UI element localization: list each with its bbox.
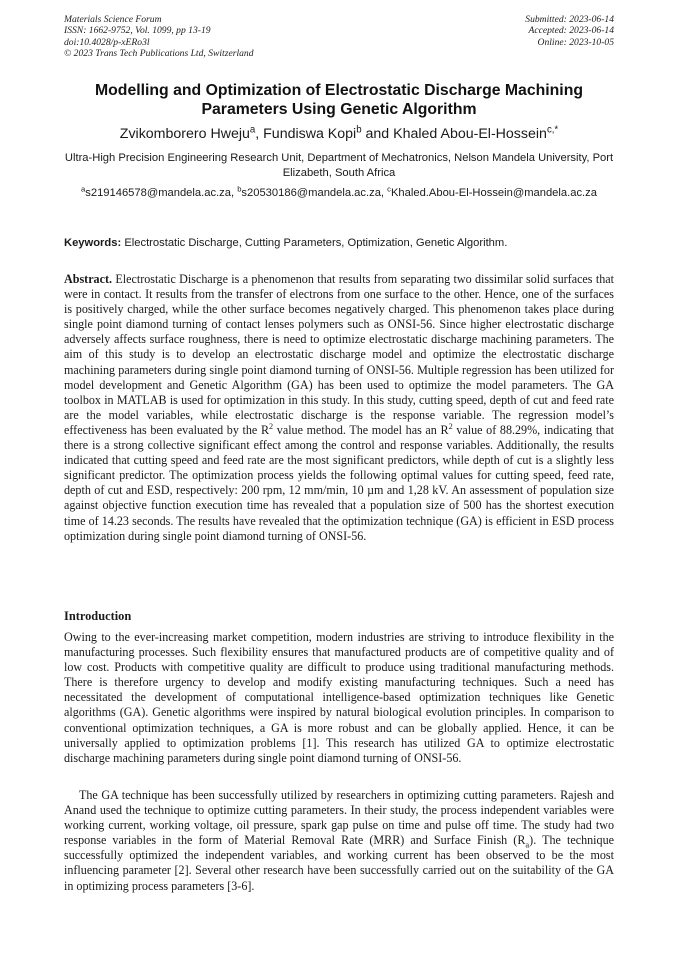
author-separator: and (361, 126, 394, 142)
author-name: Khaled Abou-El-Hossein (393, 126, 547, 142)
author-name: Fundiswa Kopi (263, 126, 357, 142)
date-accepted: Accepted: 2023-06-14 (528, 25, 614, 37)
email-mark: c (387, 184, 391, 194)
email-separator: , (230, 187, 238, 199)
author-separator: , (255, 126, 264, 142)
date-online: Online: 2023-10-05 (537, 36, 614, 48)
author-affil-mark: b (356, 124, 362, 136)
paper-title: Modelling and Optimization of Electrostatic Discharge Machining Parameters Using Genetic Algorithm (95, 82, 583, 118)
abstract-text: Electrostatic Discharge is a phenomenon that results from separating two dissimilar solid surfaces that were in contact. It results from the transfer of electrons from one surface to the other. Hence, one of the surfaces is positively charged, while the other surface becomes negatively charged. This phenomenon takes place during single point diamond turning of contact lenses polymers such as ONSI-56. Since higher electrostatic discharge adversely affects surface roughness, there is need to optimize electrostatic discharge machining parameters. The aim of this study is to develop an electrostatic discharge model and optimize the electrostatic discharge machining parameters during single point diamond turning of ONSI-56. Multiple regression has been utilized for model development and Genetic Algorithm (GA) has been used to optimize the model parameters. The GA toolbox in MATLAB is used for optimization in this study. In this study, cutting speed, depth of cut and feed rate are the model variables, while electrostatic discharge is the response variable. The regression model’s effectiveness has been evaluated by the R (64, 272, 614, 437)
date-submitted: Submitted: 2023-06-14 (525, 14, 614, 25)
abstract-text: value method. The model has an R (273, 422, 449, 437)
author-email[interactable]: s20530186@mandela.ac.za (241, 187, 381, 199)
subscript: a (525, 839, 530, 850)
journal-doi: doi:10.4028/p-xERo3l (64, 36, 150, 48)
author-name: Zvikomborero Hweju (119, 126, 250, 142)
intro-paragraph-2 (64, 788, 614, 894)
superscript: 2 (448, 421, 453, 431)
section-heading-introduction: Introduction (64, 609, 132, 623)
author-affil-mark: c,* (546, 124, 559, 136)
author-emails (64, 186, 614, 201)
intro-paragraph-1: Owing to the ever-increasing market competition, modern industries are striving to introduce flexibility in the manufacturing processes. Such flexibility ensures that manufactured products are of competitive quality and of low cost. Products with competitive quality are difficult to produce using traditional manufacturing methods. There is therefore urgency to develop and modify existing manufacturing techniques. Such a need has necessitated the development of computational intelligence-based optimization techniques like Genetic algorithms (GA). Genetic algorithms were inspired by natural biological evolution principles. In comparison to conventional optimization techniques, a GA is more robust and can be globally applied. Hence, it can be universally applied to optimization problems [1]. This research has utilized GA to optimize electrostatic discharge machining parameters during single point diamond turning of ONSI-56. (64, 630, 614, 765)
abstract-label: Abstract. (64, 272, 113, 286)
journal-header-right (525, 14, 614, 48)
author-email[interactable]: Khaled.Abou-El-Hossein@mandela.ac.za (390, 187, 597, 199)
author-list (64, 126, 614, 143)
abstract-text: value of 88.29%, indicating that there is a strong collective significant effect among the control and response variables. Additionally, the results indicated that cutting speed and feed rate are the most significant predictors, while depth of cut is a slightly less significant predictor. The optimization process yields the following optimal values for cutting speed, feed rate, depth of cut and ESD, respectively: 200 rpm, 12 mm/min, 10 µm and 1,28 kV. An assessment of population size against objective function execution time has revealed that a population size of 500 has the shortest execution time of 14.23 seconds. The results have revealed that the optimization technique (GA) is efficient in ESD process optimization during single point diamond turning of ONSI-56. (64, 422, 614, 543)
keywords (64, 236, 614, 250)
journal-header-left (64, 14, 254, 60)
superscript: 2 (269, 421, 274, 431)
paragraph-text: ). The technique successfully optimized the independent variables, and working current has been observed to be the most influencing parameter [2]. Several other research have been successfully carried out on the suitability of the GA in optimizing process parameters [3-6]. (64, 833, 615, 893)
journal-copyright: © 2023 Trans Tech Publications Ltd, Switzerland (64, 48, 254, 60)
author-email[interactable]: s219146578@mandela.ac.za (85, 187, 231, 199)
email-mark: b (237, 184, 242, 194)
author-affil-mark: a (249, 124, 256, 136)
affiliation: Ultra-High Precision Engineering Research Unit, Department of Mechatronics, Nelson Mandela University, Port Elizabeth, South Africa (64, 152, 614, 180)
journal-issn: ISSN: 1662-9752, Vol. 1099, pp 13-19 (64, 25, 211, 37)
paragraph-text: The GA technique has been successfully utilized by researchers in optimizing cutting parameters. Rajesh and Anand used the technique to optimize cutting parameters. In their study, the process independent variables were working current, working voltage, oil pressure, spark gap pulse on time and pulse off time. The study had two response variables in the form of Material Removal Rate (MRR) and Surface Finish (R (64, 788, 614, 848)
email-separator: , (380, 187, 388, 199)
keywords-label: Keywords: (64, 237, 122, 249)
abstract (64, 272, 614, 544)
email-mark: a (81, 184, 86, 194)
journal-name: Materials Science Forum (64, 14, 162, 25)
keywords-text: Electrostatic Discharge, Cutting Parameters, Optimization, Genetic Algorithm. (124, 237, 508, 249)
